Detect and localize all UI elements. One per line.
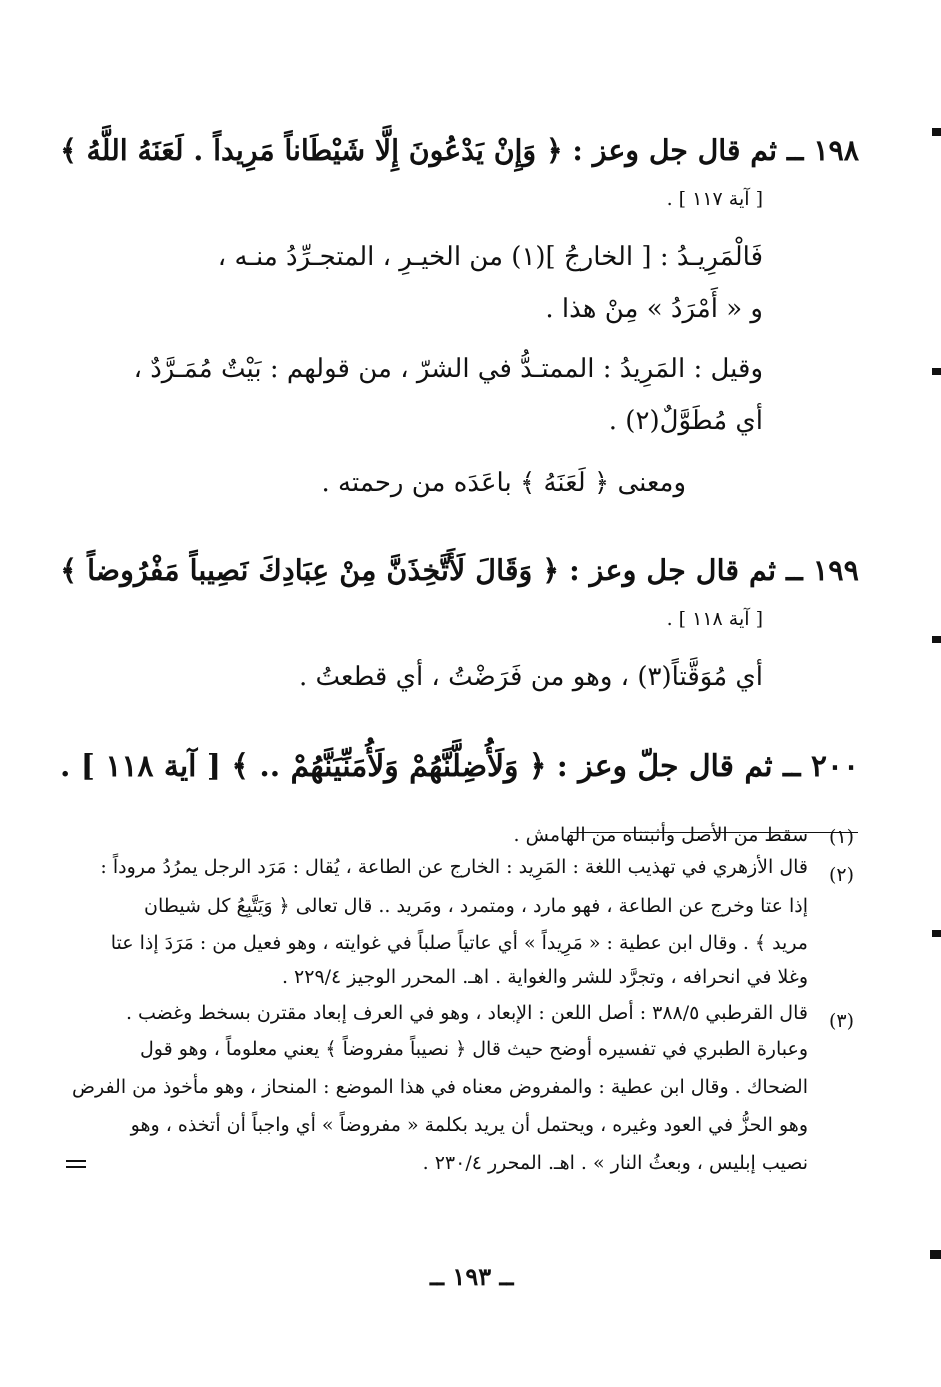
footnote-3-line: وعبارة الطبري في تفسيره أوضح حيث قال ﴿ نصيباً مفروضاً ﴾ يعني معلوماً ، وهو قول [139,1038,808,1060]
footnote-2-line: وغلا في انحرافه ، وتجرَّد للشر والغواية . اهـ. المحرر الوجيز ٢٢٩/٤ . [281,966,808,988]
scan-edge-mark [932,368,941,375]
footnote-2-line: مريد ﴾ . وقال ابن عطية : « مَرِيداً » أي عاتياً صلباً في غوايته ، وهو فعيل من : مَرَدَ إذا عتا [110,932,808,954]
explanation-line: أي مُوَقَّتاً(٣) ، وهو من فَرَضْتُ ، أي قطعتُ . [298,662,763,692]
entry-199-ayah-ref: [ آية ١١٨ ] . [666,608,763,630]
scan-edge-mark [932,930,941,937]
footnote-3-number: (٣) [828,1010,854,1032]
definition-line-2: و « أَمْرَدُ » مِنْ هذا . [545,294,763,324]
definition-line-4: أي مُطَوَّلٌ(٢) . [608,406,763,436]
entry-200-heading: ٢٠٠ ــ ثم قال جلّ وعز : ﴿ وَلَأُضِلَّنَّهُمْ وَلَأُمَنِّيَنَّهُمْ .. ﴾ [ آية ١١٨ ] . [59,749,859,784]
footnote-3-line: وهو الحزُّ في العود وغيره ، ويحتمل أن يريد بكلمة « مفروضاً » أي واجباً أن أتخذه ، وهو [130,1114,808,1136]
footnote-2-line: إذا عتا وخرج عن الطاعة ، فهو مارد ، ومتمرد ، ومَريد .. قال تعالى ﴿ وَيَتَّبِعُ كل شيطان [143,895,808,917]
entry-199-heading: ١٩٩ ــ ثم قال جل وعز : ﴿ وَقَالَ لَأَتَّخِذَنَّ مِنْ عِبَادِكَ نَصِيباً مَفْرُوضاً ﴾ [60,553,859,587]
footnote-2-number: (٢) [828,864,854,886]
definition-line-1: فَالْمَرِيـدُ : [ الخارجُ ](١) من الخيـرِ ، المتجـرِّدُ منـه ، [217,242,763,272]
meaning-line: ومعنى ﴿ لَعَنَهُ ﴾ باعَدَه من رحمته . [321,468,686,498]
scan-edge-mark [66,1160,86,1162]
page-number: ــ ١٩٣ ــ [430,1262,514,1291]
footnote-3-line: قال القرطبي ٣٨٨/٥ : أصل اللعن : الإبعاد ، وهو في العرف إبعاد مقترن بسخط وغضب . [125,1002,808,1024]
footnote-2-line: قال الأزهري في تهذيب اللغة : المَرِيد : الخارج عن الطاعة ، يُقال : مَرَد الرجل يمرُدُ مروداً : [100,856,808,878]
entry-198-heading: ١٩٨ ــ ثم قال جل وعز : ﴿ وَإِنْ يَدْعُونَ إِلَّا شَيْطَاناً مَرِيداً . لَعَنَهُ اللَّهُ ﴾ [60,133,859,167]
scan-edge-mark [932,636,941,643]
footnote-3-line: الضحاك . وقال ابن عطية : والمفروض معناه في هذا الموضع : المنحاز ، وهو مأخوذ من الفرض [71,1076,808,1098]
scan-edge-mark [66,1166,86,1168]
scan-edge-mark [932,128,941,136]
entry-198-ayah-ref: [ آية ١١٧ ] . [666,188,763,210]
scan-edge-mark [930,1250,941,1259]
footnote-1-line: سقط من الأصل وأثبتناه من الهامش . [513,824,808,846]
footnote-1-number: (١) [828,826,854,848]
definition-line-3: وقيل : المَرِيدُ : الممتـدُّ في الشرّ ، من قولهم : بَيْتٌ مُمَـرَّدٌ ، [133,354,763,384]
footnote-3-line: نصيب إبليس ، وبعثُ النار » . اهـ. المحرر ٢٣٠/٤ . [422,1152,808,1174]
